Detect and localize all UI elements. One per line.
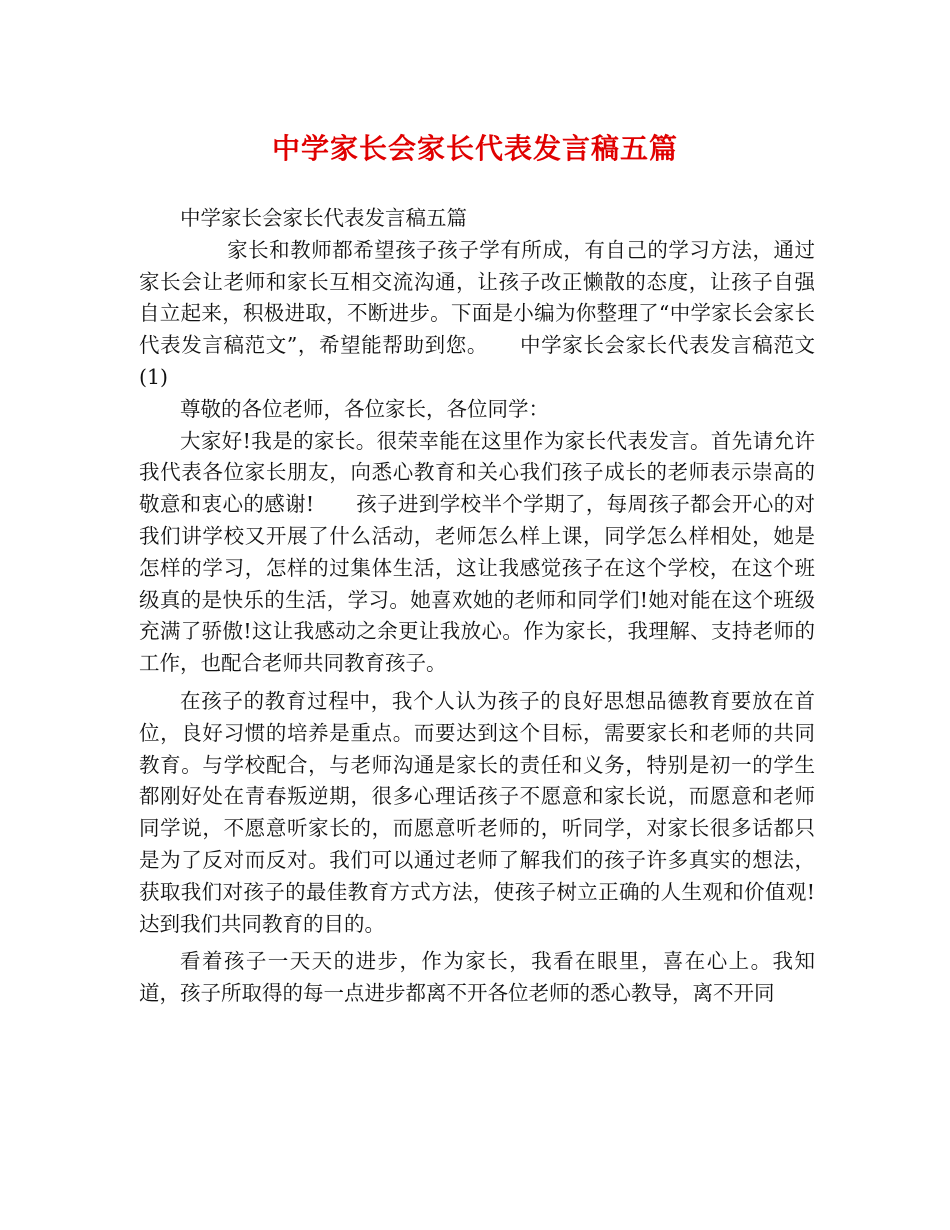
body-paragraph: 在孩子的教育过程中，我个人认为孩子的良好思想品德教育要放在首位，良好习惯的培养是重点。而要达到这个目标，需要家长和老师的共同教育。与学校配合，与老师沟通是家长的责任和义务，特别是初一的学生都刚好处在青春叛逆期，很多心理话孩子不愿意和家长说，而愿意和老师同学说，不愿意听家长的，而愿意听老师的，听同学，对家长很多话都只是为了反对而反对。我们可以通过老师了解我们的孩子许多真实的想法，获取我们对孩子的最佳教育方式方法，使孩子树立正确的人生观和价值观!达到我们共同教育的目的。 [139,688,815,936]
body-paragraph: 大家好!我是的家长。很荣幸能在这里作为家长代表发言。首先请允许我代表各位家长朋友，向悉心教育和关心我们孩子成长的老师表示崇高的敬意和衷心的感谢! 孩子进到学校半个学期了，每周孩子都会开心的对我们讲学校又开展了什么活动，老师怎么样上课，同学怎么样相处，她是怎样的学习，怎样的过集体生活，这让我感觉孩子在这个学校，在这个班级真的是快乐的生活，学习。她喜欢她的老师和同学们!她对能在这个班级充满了骄傲!这让我感动之余更让我放心。作为家长，我理解、支持老师的工作，也配合老师共同教育孩子。 [139,428,815,676]
document-title: 中学家长会家长代表发言稿五篇 [271,132,678,165]
salutation-paragraph: 尊敬的各位老师，各位家长，各位同学： [180,396,549,421]
body-paragraph: 看着孩子一天天的进步，作为家长，我看在眼里，喜在心上。我知道，孩子所取得的每一点进步都离不开各位老师的悉心教导，离不开同 [139,949,815,1006]
document-body [139,203,815,1010]
intro-paragraph: 家长和教师都希望孩子孩子学有所成，有自己的学习方法，通过家长会让老师和家长互相交流沟通，让孩子改正懒散的态度，让孩子自强自立起来，积极进取，不断进步。下面是小编为你整理了“中学家长会家长代表发言稿范文”，希望能帮助到您。 中学家长会家长代表发言稿范文(1) [139,237,815,389]
document-subtitle: 中学家长会家长代表发言稿五篇 [180,206,467,230]
